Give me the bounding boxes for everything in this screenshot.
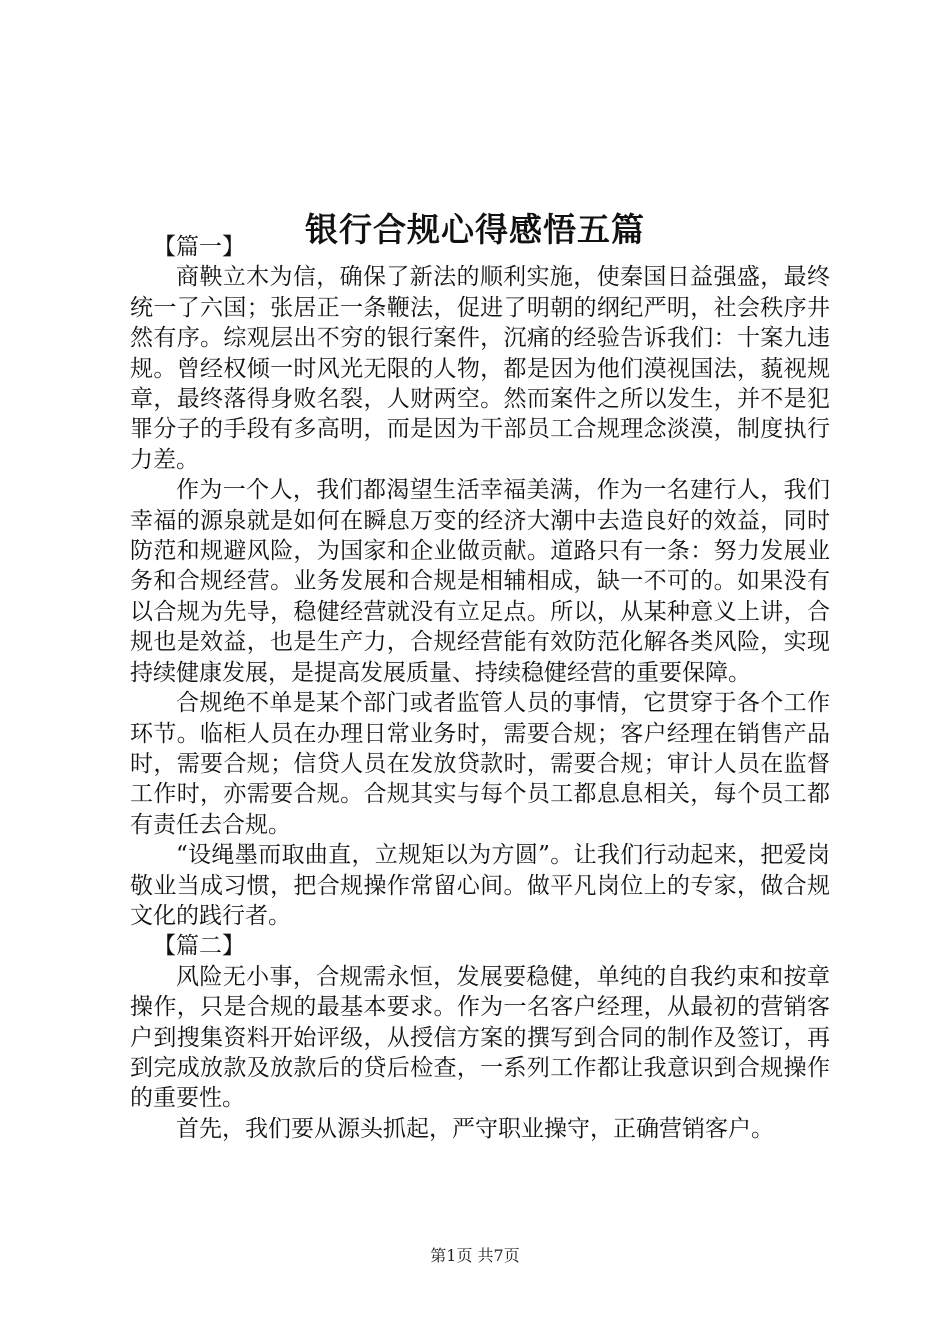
document-title: 银行合规心得感悟五篇	[305, 210, 645, 250]
section-heading: 【篇一】	[153, 234, 245, 260]
paragraph: 风险无小事，合规需永恒，发展要稳健，单纯的自我约束和按章操作，只是合规的最基本要求。作为一名客户经理，从最初的营销客户到搜集资料开始评级，从授信方案的撰写到合同的制作及签订，再到完成放款及放款后的贷后检查，一系列工作都让我意识到合规操作的重要性。	[130, 963, 830, 1112]
paragraph: 合规绝不单是某个部门或者监管人员的事情，它贯穿于各个工作环节。临柜人员在办理日常业务时，需要合规；客户经理在销售产品时，需要合规；信贷人员在发放贷款时，需要合规；审计人员在监督工作时，亦需要合规。合规其实与每个员工都息息相关，每个员工都有责任去合规。	[130, 690, 830, 838]
paragraph: “设绳墨而取曲直，立规矩以为方圆”。让我们行动起来，把爱岗敬业当成习惯，把合规操作常留心间。做平凡岗位上的专家，做合规文化的践行者。	[130, 842, 830, 929]
section-heading: 【篇二】	[153, 933, 245, 960]
paragraph: 作为一个人，我们都渴望生活幸福美满，作为一名建行人，我们幸福的源泉就是如何在瞬息万变的经济大潮中去造良好的效益，同时防范和规避风险，为国家和企业做贡献。道路只有一条：努力发展业务和合规经营。业务发展和合规是相辅相成，缺一不可的。如果没有以合规为先导，稳健经营就没有立足点。所以，从某种意义上讲，合规也是效益，也是生产力，合规经营能有效防范化解各类风险，实现持续健康发展，是提高发展质量、持续稳健经营的重要保障。	[130, 477, 830, 686]
document-body	[130, 232, 830, 1144]
paragraph: 商鞅立木为信，确保了新法的顺利实施，使秦国日益强盛，最终统一了六国；张居正一条鞭法，促进了明朝的纲纪严明，社会秩序井然有序。综观层出不穷的银行案件，沉痛的经验告诉我们：十案九违规。曾经权倾一时风光无限的人物，都是因为他们漠视国法，藐视规章，最终落得身败名裂，人财两空。然而案件之所以发生，并不是犯罪分子的手段有多高明，而是因为干部员工合规理念淡漠，制度执行力差。	[130, 264, 830, 473]
paragraph: 首先，我们要从源头抓起，严守职业操守，正确营销客户。	[176, 1115, 774, 1142]
page-footer: 第1页 共7页	[430, 1246, 520, 1265]
